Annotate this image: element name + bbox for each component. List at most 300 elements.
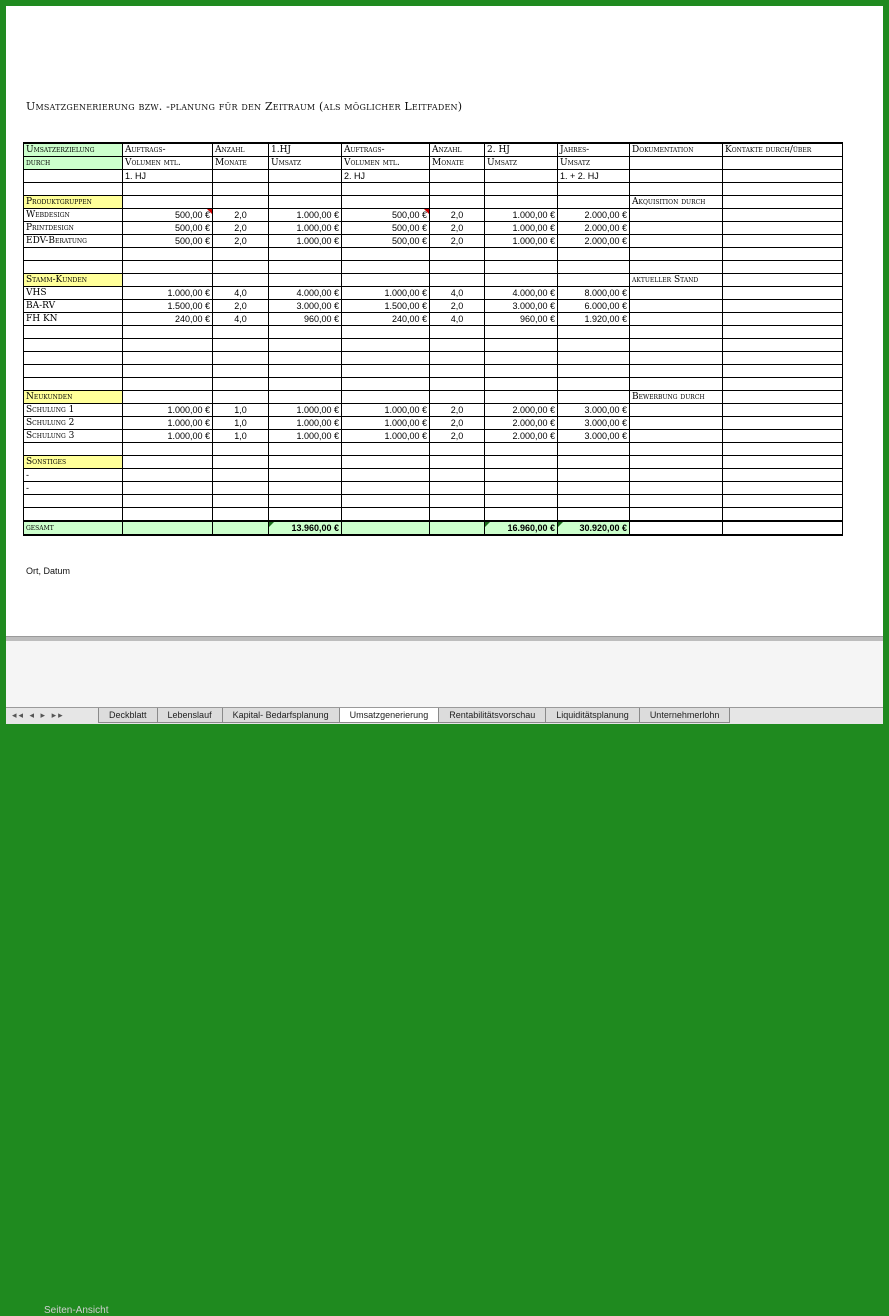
value-cell[interactable]: 1,0: [213, 417, 269, 430]
table-cell[interactable]: [723, 404, 843, 417]
value-cell[interactable]: 500,00 €: [342, 235, 430, 248]
value-cell[interactable]: 1.000,00 €: [342, 430, 430, 443]
table-cell[interactable]: [558, 261, 630, 274]
header-cell[interactable]: [723, 170, 843, 183]
header-cell[interactable]: Auftrags-: [123, 143, 213, 157]
table-cell[interactable]: [630, 183, 723, 196]
table-cell[interactable]: [123, 378, 213, 391]
value-cell[interactable]: 1.000,00 €: [269, 235, 342, 248]
table-cell[interactable]: [430, 261, 485, 274]
header-cell[interactable]: Anzahl: [213, 143, 269, 157]
table-cell[interactable]: [723, 235, 843, 248]
table-cell[interactable]: [723, 209, 843, 222]
value-cell[interactable]: 1.000,00 €: [269, 404, 342, 417]
table-cell[interactable]: [630, 521, 723, 535]
table-cell[interactable]: [269, 261, 342, 274]
value-cell[interactable]: 500,00 €: [342, 222, 430, 235]
table-cell[interactable]: [123, 521, 213, 535]
table-cell[interactable]: [485, 326, 558, 339]
table-cell[interactable]: [630, 417, 723, 430]
table-cell[interactable]: [723, 508, 843, 522]
value-cell[interactable]: 500,00 €: [342, 209, 430, 222]
table-cell[interactable]: [558, 456, 630, 469]
table-cell[interactable]: [430, 365, 485, 378]
header-cell[interactable]: Kontakte durch/über: [723, 143, 843, 157]
table-cell[interactable]: [123, 443, 213, 456]
table-cell[interactable]: [213, 456, 269, 469]
table-cell[interactable]: [24, 508, 123, 522]
table-cell[interactable]: [630, 469, 723, 482]
table-cell[interactable]: [723, 482, 843, 495]
table-cell[interactable]: [723, 300, 843, 313]
table-cell[interactable]: [342, 378, 430, 391]
header-cell[interactable]: [485, 170, 558, 183]
value-cell[interactable]: 1.000,00 €: [123, 417, 213, 430]
sheet-tab[interactable]: Lebenslauf: [157, 708, 223, 723]
tab-nav-arrows[interactable]: ◂◂ ◂ ▸ ▸▸: [12, 710, 65, 720]
table-cell[interactable]: [723, 456, 843, 469]
table-cell[interactable]: [123, 248, 213, 261]
value-cell[interactable]: 500,00 €: [123, 209, 213, 222]
total-hj1[interactable]: 13.960,00 €: [269, 521, 342, 535]
sheet-tab[interactable]: Liquiditätsplanung: [545, 708, 640, 723]
value-cell[interactable]: 3.000,00 €: [485, 300, 558, 313]
table-cell[interactable]: [485, 196, 558, 209]
table-cell[interactable]: [342, 196, 430, 209]
row-label[interactable]: Schulung 2: [24, 417, 123, 430]
table-cell[interactable]: [269, 378, 342, 391]
table-cell[interactable]: [342, 352, 430, 365]
table-cell[interactable]: [485, 274, 558, 287]
row-label[interactable]: Schulung 1: [24, 404, 123, 417]
value-cell[interactable]: 2.000,00 €: [558, 222, 630, 235]
table-cell[interactable]: [630, 430, 723, 443]
table-cell[interactable]: [723, 287, 843, 300]
value-cell[interactable]: 1.000,00 €: [485, 222, 558, 235]
table-cell[interactable]: [558, 495, 630, 508]
header-cell[interactable]: 2. HJ: [342, 170, 430, 183]
header-cell[interactable]: Volumen mtl.: [342, 157, 430, 170]
value-cell[interactable]: 1.000,00 €: [269, 417, 342, 430]
section-label[interactable]: Produktgruppen: [24, 196, 123, 209]
table-cell[interactable]: [213, 443, 269, 456]
table-cell[interactable]: [269, 352, 342, 365]
header-cell[interactable]: [723, 157, 843, 170]
table-cell[interactable]: [430, 274, 485, 287]
table-cell[interactable]: [269, 326, 342, 339]
table-cell[interactable]: [123, 456, 213, 469]
value-cell[interactable]: 1.000,00 €: [123, 404, 213, 417]
header-cell[interactable]: [630, 170, 723, 183]
table-cell[interactable]: [723, 391, 843, 404]
header-cell[interactable]: durch: [24, 157, 123, 170]
table-cell[interactable]: [558, 352, 630, 365]
table-cell[interactable]: [723, 248, 843, 261]
table-cell[interactable]: [24, 495, 123, 508]
table-cell[interactable]: [630, 261, 723, 274]
sheet-tab[interactable]: Unternehmerlohn: [639, 708, 731, 723]
table-cell[interactable]: [123, 261, 213, 274]
row-label[interactable]: Printdesign: [24, 222, 123, 235]
row-label[interactable]: VHS: [24, 287, 123, 300]
table-cell[interactable]: [558, 183, 630, 196]
table-cell[interactable]: [342, 326, 430, 339]
value-cell[interactable]: 8.000,00 €: [558, 287, 630, 300]
table-cell[interactable]: [24, 248, 123, 261]
table-cell[interactable]: [485, 391, 558, 404]
table-cell[interactable]: [269, 456, 342, 469]
sheet-tab[interactable]: Kapital- Bedarfsplanung: [222, 708, 340, 723]
table-cell[interactable]: [558, 274, 630, 287]
table-cell[interactable]: [558, 508, 630, 522]
header-cell[interactable]: Jahres-: [558, 143, 630, 157]
table-cell[interactable]: [485, 495, 558, 508]
value-cell[interactable]: 1.920,00 €: [558, 313, 630, 326]
header-cell[interactable]: Umsatz: [558, 157, 630, 170]
table-cell[interactable]: [485, 352, 558, 365]
table-cell[interactable]: [723, 378, 843, 391]
value-cell[interactable]: 1,0: [213, 430, 269, 443]
header-cell[interactable]: 2. HJ: [485, 143, 558, 157]
value-cell[interactable]: 4,0: [213, 313, 269, 326]
header-cell[interactable]: [269, 170, 342, 183]
table-cell[interactable]: [24, 326, 123, 339]
table-cell[interactable]: [430, 456, 485, 469]
value-cell[interactable]: 2,0: [430, 209, 485, 222]
table-cell[interactable]: [723, 495, 843, 508]
value-cell[interactable]: 1.000,00 €: [485, 209, 558, 222]
table-cell[interactable]: [342, 482, 430, 495]
table-cell[interactable]: [630, 378, 723, 391]
value-cell[interactable]: 4,0: [430, 287, 485, 300]
value-cell[interactable]: 1.000,00 €: [342, 417, 430, 430]
header-cell[interactable]: 1.HJ: [269, 143, 342, 157]
table-cell[interactable]: [430, 183, 485, 196]
value-cell[interactable]: 500,00 €: [123, 235, 213, 248]
header-cell[interactable]: Dokumentation: [630, 143, 723, 157]
table-cell[interactable]: [630, 235, 723, 248]
table-cell[interactable]: [342, 183, 430, 196]
section-label[interactable]: Stamm-Kunden: [24, 274, 123, 287]
table-cell[interactable]: [558, 391, 630, 404]
value-cell[interactable]: 2.000,00 €: [558, 209, 630, 222]
table-cell[interactable]: [24, 339, 123, 352]
table-cell[interactable]: [430, 469, 485, 482]
table-cell[interactable]: [485, 508, 558, 522]
table-cell[interactable]: [430, 391, 485, 404]
table-cell[interactable]: [558, 248, 630, 261]
value-cell[interactable]: 1.000,00 €: [269, 430, 342, 443]
table-cell[interactable]: [213, 521, 269, 535]
table-cell[interactable]: [723, 443, 843, 456]
section-label[interactable]: Sonstiges: [24, 456, 123, 469]
table-cell[interactable]: [213, 248, 269, 261]
table-cell[interactable]: [485, 339, 558, 352]
value-cell[interactable]: 2.000,00 €: [485, 404, 558, 417]
table-cell[interactable]: [269, 196, 342, 209]
header-cell[interactable]: Anzahl: [430, 143, 485, 157]
table-cell[interactable]: [123, 482, 213, 495]
table-cell[interactable]: [558, 469, 630, 482]
table-cell[interactable]: [485, 469, 558, 482]
value-cell[interactable]: 240,00 €: [123, 313, 213, 326]
table-cell[interactable]: [342, 248, 430, 261]
value-cell[interactable]: 2.000,00 €: [485, 430, 558, 443]
sheet-tab[interactable]: Umsatzgenerierung: [339, 708, 440, 723]
value-cell[interactable]: 960,00 €: [485, 313, 558, 326]
value-cell[interactable]: 1.000,00 €: [342, 287, 430, 300]
table-cell[interactable]: [430, 339, 485, 352]
table-cell[interactable]: [342, 443, 430, 456]
table-cell[interactable]: [342, 495, 430, 508]
row-label[interactable]: -: [24, 482, 123, 495]
header-cell[interactable]: Monate: [430, 157, 485, 170]
table-cell[interactable]: [630, 209, 723, 222]
table-cell[interactable]: [430, 196, 485, 209]
value-cell[interactable]: 3.000,00 €: [558, 404, 630, 417]
table-cell[interactable]: [123, 469, 213, 482]
header-cell[interactable]: 1. + 2. HJ: [558, 170, 630, 183]
table-cell[interactable]: [213, 469, 269, 482]
row-label[interactable]: Webdesign: [24, 209, 123, 222]
table-cell[interactable]: [123, 196, 213, 209]
header-cell[interactable]: Umsatzerzielung: [24, 143, 123, 157]
table-cell[interactable]: [269, 482, 342, 495]
table-cell[interactable]: [723, 326, 843, 339]
table-cell[interactable]: [558, 326, 630, 339]
header-cell[interactable]: [24, 170, 123, 183]
table-cell[interactable]: [430, 482, 485, 495]
header-cell[interactable]: [430, 170, 485, 183]
row-label[interactable]: -: [24, 469, 123, 482]
table-cell[interactable]: [630, 313, 723, 326]
table-cell[interactable]: [213, 508, 269, 522]
value-cell[interactable]: 2.000,00 €: [558, 235, 630, 248]
doc-label[interactable]: Bewerbung durch: [630, 391, 723, 404]
table-cell[interactable]: [342, 469, 430, 482]
row-label[interactable]: BA-RV: [24, 300, 123, 313]
total-year[interactable]: 30.920,00 €: [558, 521, 630, 535]
table-cell[interactable]: [630, 326, 723, 339]
header-cell[interactable]: [213, 170, 269, 183]
table-cell[interactable]: [123, 495, 213, 508]
table-cell[interactable]: [430, 378, 485, 391]
table-cell[interactable]: [24, 352, 123, 365]
header-cell[interactable]: Auftrags-: [342, 143, 430, 157]
table-cell[interactable]: [213, 196, 269, 209]
table-cell[interactable]: [430, 326, 485, 339]
table-cell[interactable]: [723, 196, 843, 209]
table-cell[interactable]: [269, 469, 342, 482]
table-cell[interactable]: [485, 183, 558, 196]
table-cell[interactable]: [723, 430, 843, 443]
table-cell[interactable]: [269, 274, 342, 287]
table-cell[interactable]: [485, 365, 558, 378]
table-cell[interactable]: [24, 378, 123, 391]
table-cell[interactable]: [485, 261, 558, 274]
table-cell[interactable]: [213, 326, 269, 339]
value-cell[interactable]: 1.000,00 €: [123, 287, 213, 300]
table-cell[interactable]: [485, 378, 558, 391]
header-cell[interactable]: 1. HJ: [123, 170, 213, 183]
table-cell[interactable]: [213, 261, 269, 274]
table-cell[interactable]: [723, 469, 843, 482]
table-cell[interactable]: [630, 352, 723, 365]
value-cell[interactable]: 2,0: [213, 209, 269, 222]
table-cell[interactable]: [342, 365, 430, 378]
table-cell[interactable]: [723, 222, 843, 235]
table-cell[interactable]: [558, 365, 630, 378]
sheet-tab[interactable]: Rentabilitätsvorschau: [438, 708, 546, 723]
sheet-tab[interactable]: Deckblatt: [98, 708, 158, 723]
table-cell[interactable]: [558, 482, 630, 495]
header-cell[interactable]: [630, 157, 723, 170]
table-cell[interactable]: [213, 352, 269, 365]
table-cell[interactable]: [430, 508, 485, 522]
table-cell[interactable]: [342, 391, 430, 404]
table-cell[interactable]: [269, 365, 342, 378]
table-cell[interactable]: [723, 417, 843, 430]
value-cell[interactable]: 2.000,00 €: [485, 417, 558, 430]
table-cell[interactable]: [213, 391, 269, 404]
value-cell[interactable]: 3.000,00 €: [558, 430, 630, 443]
table-cell[interactable]: [558, 339, 630, 352]
table-cell[interactable]: [723, 521, 843, 535]
header-cell[interactable]: Monate: [213, 157, 269, 170]
table-cell[interactable]: [24, 261, 123, 274]
table-cell[interactable]: [269, 339, 342, 352]
table-cell[interactable]: [630, 495, 723, 508]
table-cell[interactable]: [558, 378, 630, 391]
header-cell[interactable]: Volumen mtl.: [123, 157, 213, 170]
value-cell[interactable]: 2,0: [430, 430, 485, 443]
row-label[interactable]: FH KN: [24, 313, 123, 326]
table-cell[interactable]: [723, 352, 843, 365]
table-cell[interactable]: [269, 391, 342, 404]
table-cell[interactable]: [723, 261, 843, 274]
value-cell[interactable]: 3.000,00 €: [558, 417, 630, 430]
table-cell[interactable]: [430, 521, 485, 535]
value-cell[interactable]: 1.500,00 €: [342, 300, 430, 313]
table-cell[interactable]: [485, 443, 558, 456]
table-cell[interactable]: [123, 508, 213, 522]
doc-label[interactable]: Akquisition durch: [630, 196, 723, 209]
value-cell[interactable]: 500,00 €: [123, 222, 213, 235]
table-cell[interactable]: [213, 183, 269, 196]
table-cell[interactable]: [558, 196, 630, 209]
table-cell[interactable]: [485, 248, 558, 261]
table-cell[interactable]: [630, 248, 723, 261]
value-cell[interactable]: 960,00 €: [269, 313, 342, 326]
value-cell[interactable]: 2,0: [430, 404, 485, 417]
table-cell[interactable]: [213, 378, 269, 391]
table-cell[interactable]: [123, 391, 213, 404]
table-cell[interactable]: [342, 339, 430, 352]
table-cell[interactable]: [269, 508, 342, 522]
table-cell[interactable]: [630, 222, 723, 235]
table-cell[interactable]: [430, 352, 485, 365]
value-cell[interactable]: 6.000,00 €: [558, 300, 630, 313]
table-cell[interactable]: [723, 365, 843, 378]
value-cell[interactable]: 2,0: [430, 300, 485, 313]
value-cell[interactable]: 2,0: [430, 222, 485, 235]
value-cell[interactable]: 4,0: [213, 287, 269, 300]
value-cell[interactable]: 1.000,00 €: [342, 404, 430, 417]
table-cell[interactable]: [123, 352, 213, 365]
row-label[interactable]: EDV-Beratung: [24, 235, 123, 248]
value-cell[interactable]: 1.000,00 €: [123, 430, 213, 443]
table-cell[interactable]: [630, 404, 723, 417]
value-cell[interactable]: 3.000,00 €: [269, 300, 342, 313]
value-cell[interactable]: 2,0: [213, 222, 269, 235]
table-cell[interactable]: [630, 339, 723, 352]
table-cell[interactable]: [630, 300, 723, 313]
value-cell[interactable]: 1.000,00 €: [269, 222, 342, 235]
table-cell[interactable]: [342, 274, 430, 287]
total-label[interactable]: gesamt: [24, 521, 123, 535]
table-cell[interactable]: [342, 508, 430, 522]
table-cell[interactable]: [213, 495, 269, 508]
doc-label[interactable]: aktueller Stand: [630, 274, 723, 287]
table-cell[interactable]: [430, 248, 485, 261]
table-cell[interactable]: [213, 339, 269, 352]
row-label[interactable]: Schulung 3: [24, 430, 123, 443]
value-cell[interactable]: 4,0: [430, 313, 485, 326]
table-cell[interactable]: [723, 313, 843, 326]
table-cell[interactable]: [485, 456, 558, 469]
table-cell[interactable]: [630, 443, 723, 456]
table-cell[interactable]: [123, 326, 213, 339]
table-cell[interactable]: [24, 183, 123, 196]
table-cell[interactable]: [24, 443, 123, 456]
value-cell[interactable]: 2,0: [430, 235, 485, 248]
value-cell[interactable]: 2,0: [430, 417, 485, 430]
table-cell[interactable]: [342, 261, 430, 274]
table-cell[interactable]: [630, 482, 723, 495]
value-cell[interactable]: 4.000,00 €: [269, 287, 342, 300]
table-cell[interactable]: [430, 495, 485, 508]
total-hj2[interactable]: 16.960,00 €: [485, 521, 558, 535]
table-cell[interactable]: [213, 274, 269, 287]
table-cell[interactable]: [485, 482, 558, 495]
table-cell[interactable]: [269, 183, 342, 196]
table-cell[interactable]: [269, 443, 342, 456]
table-cell[interactable]: [342, 521, 430, 535]
table-cell[interactable]: [213, 365, 269, 378]
header-cell[interactable]: Umsatz: [485, 157, 558, 170]
value-cell[interactable]: 1.000,00 €: [269, 209, 342, 222]
table-cell[interactable]: [123, 183, 213, 196]
table-cell[interactable]: [123, 365, 213, 378]
table-cell[interactable]: [123, 274, 213, 287]
value-cell[interactable]: 1.500,00 €: [123, 300, 213, 313]
table-cell[interactable]: [723, 274, 843, 287]
table-cell[interactable]: [123, 339, 213, 352]
table-cell[interactable]: [558, 443, 630, 456]
table-cell[interactable]: [342, 456, 430, 469]
table-cell[interactable]: [630, 456, 723, 469]
value-cell[interactable]: 240,00 €: [342, 313, 430, 326]
table-cell[interactable]: [630, 365, 723, 378]
table-cell[interactable]: [723, 339, 843, 352]
table-cell[interactable]: [430, 443, 485, 456]
value-cell[interactable]: 2,0: [213, 300, 269, 313]
table-cell[interactable]: [24, 365, 123, 378]
table-cell[interactable]: [269, 248, 342, 261]
header-cell[interactable]: Umsatz: [269, 157, 342, 170]
table-cell[interactable]: [213, 482, 269, 495]
table-cell[interactable]: [269, 495, 342, 508]
